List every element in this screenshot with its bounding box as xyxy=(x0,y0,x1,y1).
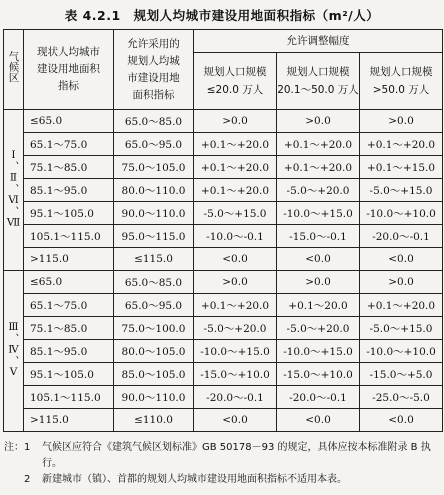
range-large-cell: <0.0 xyxy=(360,409,443,432)
range-large-cell: -25.0～-5.0 xyxy=(360,386,443,409)
range-large-cell: -10.0～+10.0 xyxy=(360,340,443,363)
range-small-cell: -20.0～-0.1 xyxy=(194,386,277,409)
current-value-cell: 95.1～105.0 xyxy=(24,202,114,225)
allowed-value-cell: 80.0～110.0 xyxy=(114,179,194,202)
current-value-cell: 75.1～85.0 xyxy=(24,317,114,340)
current-value-cell: 65.1～75.0 xyxy=(24,294,114,317)
note-2 xyxy=(4,472,442,488)
range-medium-cell: -15.0～-0.1 xyxy=(277,225,360,248)
current-value-cell: 65.1～75.0 xyxy=(24,133,114,156)
table-title: 表 4.2.1 规划人均城市建设用地面积指标（m²/人） xyxy=(64,8,380,23)
allowed-value-cell: 65.0～95.0 xyxy=(114,294,194,317)
pop-medium-header: 规划人口规模 20.1～50.0 万人 xyxy=(277,53,360,110)
range-small-cell: +0.1～+20.0 xyxy=(194,294,277,317)
current-value-cell: 105.1～115.0 xyxy=(24,386,114,409)
table-row xyxy=(4,294,443,317)
allowed-value-cell: 90.0～110.0 xyxy=(114,386,194,409)
allowed-value-cell: 65.0～85.0 xyxy=(114,271,194,294)
table-row xyxy=(4,340,443,363)
table-row xyxy=(4,133,443,156)
table-row xyxy=(4,363,443,386)
table-row xyxy=(4,225,443,248)
range-medium-cell: <0.0 xyxy=(277,248,360,271)
range-small-cell: +0.1～+20.0 xyxy=(194,156,277,179)
range-medium-cell: -10.0～+15.0 xyxy=(277,202,360,225)
note-2-text: 新建城市（镇）、首都的规划人均城市建设用地面积指标不适用本表。 xyxy=(42,474,347,485)
range-medium-cell: -5.0～+20.0 xyxy=(277,179,360,202)
land-use-index-table xyxy=(3,29,443,432)
range-large-cell: -20.0～-0.1 xyxy=(360,225,443,248)
allowed-index-header: 允许采用的 规划人均城 市建设用地 面积指标 xyxy=(114,30,194,110)
range-medium-cell: <0.0 xyxy=(277,409,360,432)
range-medium-cell: -15.0～+10.0 xyxy=(277,363,360,386)
current-value-cell: 85.1～95.0 xyxy=(24,179,114,202)
table-row xyxy=(4,156,443,179)
allowed-value-cell: ≤110.0 xyxy=(114,409,194,432)
allowed-value-cell: 75.0～100.0 xyxy=(114,317,194,340)
range-medium-cell: -5.0～+20.0 xyxy=(277,317,360,340)
range-small-cell: <0.0 xyxy=(194,248,277,271)
range-large-cell: +0.1～+20.0 xyxy=(360,133,443,156)
table-row xyxy=(4,202,443,225)
adjustment-range-header: 允许调整幅度 xyxy=(194,30,443,53)
allowed-value-cell: 90.0～110.0 xyxy=(114,202,194,225)
table-row xyxy=(4,409,443,432)
note-1 xyxy=(4,440,442,472)
range-large-cell: +0.1～+20.0 xyxy=(360,294,443,317)
current-value-cell: ≤65.0 xyxy=(24,271,114,294)
range-medium-cell: >0.0 xyxy=(277,110,360,133)
range-large-cell: -10.0～+10.0 xyxy=(360,202,443,225)
table-row xyxy=(4,271,443,294)
range-small-cell: -10.0～-0.1 xyxy=(194,225,277,248)
allowed-value-cell: 80.0～105.0 xyxy=(114,340,194,363)
climate-zone-header: 气候区 xyxy=(4,30,24,110)
range-large-cell: <0.0 xyxy=(360,248,443,271)
current-value-cell: 95.1～105.0 xyxy=(24,363,114,386)
note-1-number: 1 xyxy=(24,442,31,453)
current-value-cell: 75.1～85.0 xyxy=(24,156,114,179)
range-small-cell: +0.1～+20.0 xyxy=(194,179,277,202)
climate-zone-cell: Ⅰ、Ⅱ、Ⅵ、Ⅶ xyxy=(4,110,24,271)
notes-label: 注： xyxy=(4,442,24,453)
current-value-cell: >115.0 xyxy=(24,409,114,432)
allowed-value-cell: 85.0～105.0 xyxy=(114,363,194,386)
range-large-cell: >0.0 xyxy=(360,271,443,294)
table-row xyxy=(4,179,443,202)
current-index-header: 现状人均城市 建设用地面积 指标 xyxy=(24,30,114,110)
allowed-value-cell: 65.0～95.0 xyxy=(114,133,194,156)
range-small-cell: >0.0 xyxy=(194,110,277,133)
climate-zone-cell: Ⅲ、Ⅳ、Ⅴ xyxy=(4,271,24,432)
allowed-value-cell: 95.0～115.0 xyxy=(114,225,194,248)
pop-large-header: 规划人口规模 >50.0 万人 xyxy=(360,53,443,110)
table-row xyxy=(4,110,443,133)
range-medium-cell: +0.1～20.0 xyxy=(277,294,360,317)
table-row xyxy=(4,248,443,271)
range-medium-cell: -20.0～-0.1 xyxy=(277,386,360,409)
range-medium-cell: -10.0～+15.0 xyxy=(277,340,360,363)
note-2-number: 2 xyxy=(24,474,31,485)
allowed-value-cell: ≤115.0 xyxy=(114,248,194,271)
table-row xyxy=(4,386,443,409)
notes xyxy=(4,440,442,488)
range-large-cell: -15.0～+5.0 xyxy=(360,363,443,386)
range-large-cell: -5.0～+15.0 xyxy=(360,179,443,202)
range-large-cell: +0.1～+15.0 xyxy=(360,156,443,179)
range-medium-cell: +0.1～+20.0 xyxy=(277,156,360,179)
range-small-cell: <0.0 xyxy=(194,409,277,432)
current-value-cell: ≤65.0 xyxy=(24,110,114,133)
range-small-cell: -5.0～+15.0 xyxy=(194,202,277,225)
range-large-cell: >0.0 xyxy=(360,110,443,133)
range-small-cell: -15.0～+10.0 xyxy=(194,363,277,386)
pop-small-header: 规划人口规模 ≤20.0 万人 xyxy=(194,53,277,110)
range-small-cell: >0.0 xyxy=(194,271,277,294)
current-value-cell: >115.0 xyxy=(24,248,114,271)
range-small-cell: -5.0～+20.0 xyxy=(194,317,277,340)
allowed-value-cell: 75.0～105.0 xyxy=(114,156,194,179)
range-medium-cell: +0.1～+20.0 xyxy=(277,133,360,156)
range-medium-cell: >0.0 xyxy=(277,271,360,294)
note-1-text: 气候区应符合《建筑气候区划标准》GB 50178－93 的规定，具体应按本标准附录 B 执行。 xyxy=(42,442,431,469)
range-small-cell: -10.0～+15.0 xyxy=(194,340,277,363)
allowed-value-cell: 65.0～85.0 xyxy=(114,110,194,133)
range-large-cell: -5.0～+15.0 xyxy=(360,317,443,340)
current-value-cell: 105.1～115.0 xyxy=(24,225,114,248)
table-row xyxy=(4,317,443,340)
range-small-cell: +0.1～+20.0 xyxy=(194,133,277,156)
current-value-cell: 85.1～95.0 xyxy=(24,340,114,363)
